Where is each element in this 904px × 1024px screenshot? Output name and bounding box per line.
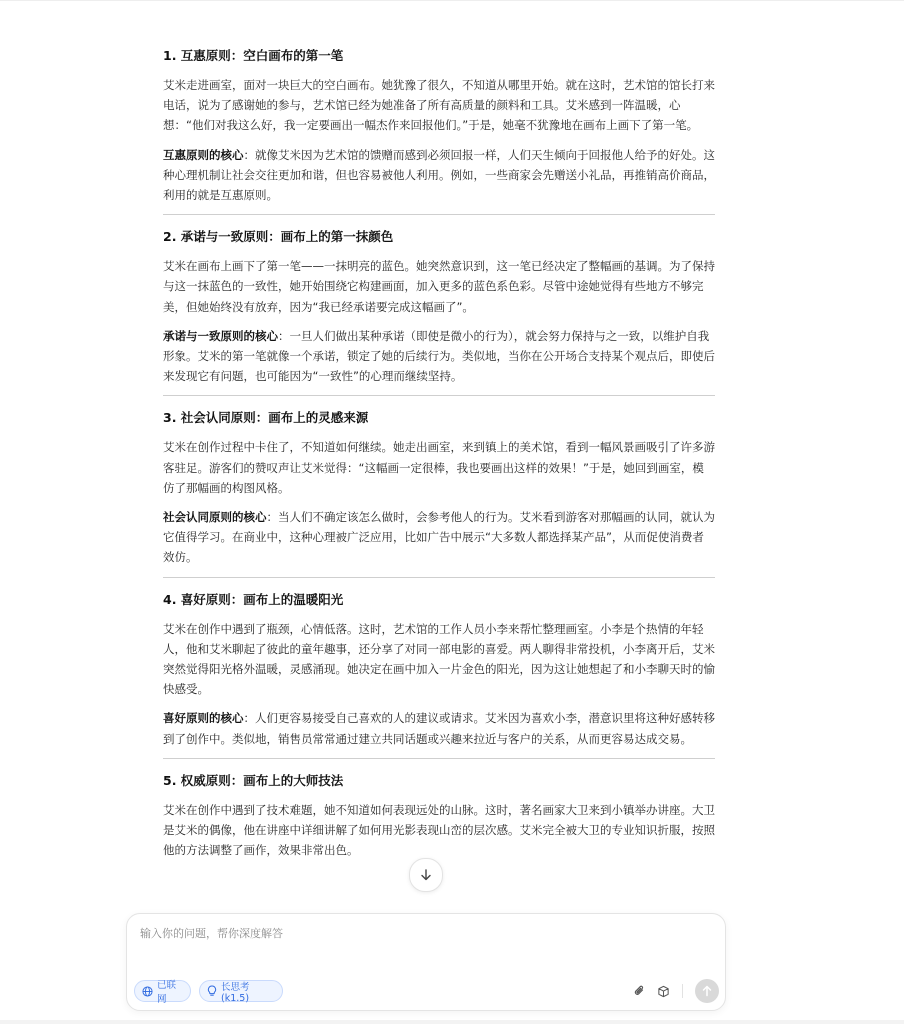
cube-icon[interactable] [655,983,671,999]
core-label: 社会认同原则的核心 [163,510,267,525]
web-search-toggle[interactable] [134,980,191,1005]
long-think-toggle[interactable] [199,980,283,1002]
toolbar-divider [682,984,683,998]
arrow-up-icon [701,985,713,997]
story-paragraph: 艾米在创作中遇到了瓶颈，心情低落。这时，艺术馆的工作人员小李来帮忙整理画室。小李是个热情的年轻人，他和艾米聊起了彼此的童年趣事，还分享了对同一部电影的喜爱。两人聊得非常投机，小李离开后，艾米突然觉得阳光格外温暖，灵感涌现。她决定在画中加入一片金色的阳光，因为这让她想起了和小李聊天时的愉快感受。 [163,621,715,697]
globe-icon [142,986,153,997]
section-divider [163,214,715,215]
chat-message-content [163,42,715,908]
section-title: 3. 社会认同原则：画布上的灵感来源 [163,410,369,426]
core-label: 互惠原则的核心 [163,147,244,162]
chat-input-box[interactable] [126,913,726,1011]
story-paragraph: 艾米在创作中遇到了技术难题，她不知道如何表现远处的山脉。这时，著名画家大卫来到小镇举办讲座。大卫是艾米的偶像，他在讲座中详细讲解了如何用光影表现山峦的层次感。艾米完全被大卫的专业知识折服，按照他的方法调整了画作，效果非常出色。 [163,802,715,858]
section-title: 1. 互惠原则：空白画布的第一笔 [163,48,344,63]
page-bottom-bar [0,1020,904,1024]
core-label: 承诺与一致原则的核心 [163,328,278,343]
core-text: ：一旦人们做出某种承诺（即使是微小的行为），就会努力保持与之一致，以维护自我形象。艾米的第一笔就像一个承诺，锁定了她的后续行为。类似地，当你在公开场合支持某个观点后，即使后来发现它有问题，也可能因为“一致性”的心理而继续坚持。 [163,328,715,384]
core-text: ：当人们不确定该怎么做时，会参考他人的行为。艾米看到游客对那幅画的认同，就认为它值得学习。在商业中，这种心理被广泛应用，比如广告中展示“大多数人都选择某产品”，从而促使消费者效仿。 [163,510,715,565]
section-divider [163,758,715,759]
core-paragraph [163,708,715,748]
core-paragraph [163,145,715,206]
paperclip-icon[interactable] [631,983,647,999]
story-paragraph: 艾米走进画室，面对一块巨大的空白画布。她犹豫了很久，不知道从哪里开始。就在这时，艺术馆的馆长打来电话，说为了感谢她的参与，艺术馆已经为她准备了所有高质量的颜料和工具。艾米感到一阵温暖，心想：“他们对我这么好，我一定要画出一幅杰作来回报他们。”于是，她毫不犹豫地在画布上画下了第一笔。 [163,78,715,133]
core-text: ：就像艾米因为艺术馆的馈赠而感到必须回报一样，人们天生倾向于回报他人给予的好处。这种心理机制让社会交往更加和谐，但也容易被他人利用。例如，一些商家会先赠送小礼品，再推销高价商品，利用的就是互惠原则。 [163,147,715,203]
core-paragraph [163,507,715,568]
arrow-down-icon [419,868,433,882]
section-divider [163,395,715,396]
story-paragraph: 艾米在创作过程中卡住了，不知道如何继续。她走出画室，来到镇上的美术馆，看到一幅风景画吸引了许多游客驻足。游客们的赞叹声让艾米觉得：“这幅画一定很棒，我也要画出这样的效果！”于是，她回到画室，模仿了那幅画的构图风格。 [163,440,715,495]
story-paragraph: 艾米在画布上画下了第一笔——一抹明亮的蓝色。她突然意识到，这一笔已经决定了整幅画的基调。为了保持与这一抹蓝色的一致性，她开始围绕它构建画面，加入更多的蓝色系色彩。尽管中途她觉得有些地方不够完美，但她始终没有放弃，因为“我已经承诺要完成这幅画了”。 [163,259,715,314]
section-title: 4. 喜好原则：画布上的温暖阳光 [163,591,344,607]
section-3 [163,408,715,567]
section-5 [163,771,715,861]
page-top-divider [0,0,904,1]
section-1 [163,46,715,205]
core-paragraph [163,326,715,387]
section-divider [163,577,715,578]
section-4 [163,590,715,749]
lightbulb-icon [207,985,217,997]
web-search-label: 已联网 [157,980,177,1005]
section-title: 2. 承诺与一致原则：画布上的第一抹颜色 [163,229,394,245]
section-title: 5. 权威原则：画布上的大师技法 [163,772,344,788]
core-label: 喜好原则的核心 [163,711,244,726]
scroll-to-bottom-button[interactable] [409,858,443,892]
section-2 [163,227,715,386]
chat-input-placeholder[interactable]: 输入你的问题，帮你深度解答 [140,927,283,940]
send-button[interactable] [695,979,719,1003]
long-think-label: 长思考 (k1.5) [221,981,250,1004]
core-text: ：人们更容易接受自己喜欢的人的建议或请求。艾米因为喜欢小李，潜意识里将这种好感转移到了创作中。类似地，销售员常常通过建立共同话题或兴趣来拉近与客户的关系，从而更容易达成交易。 [163,711,715,746]
